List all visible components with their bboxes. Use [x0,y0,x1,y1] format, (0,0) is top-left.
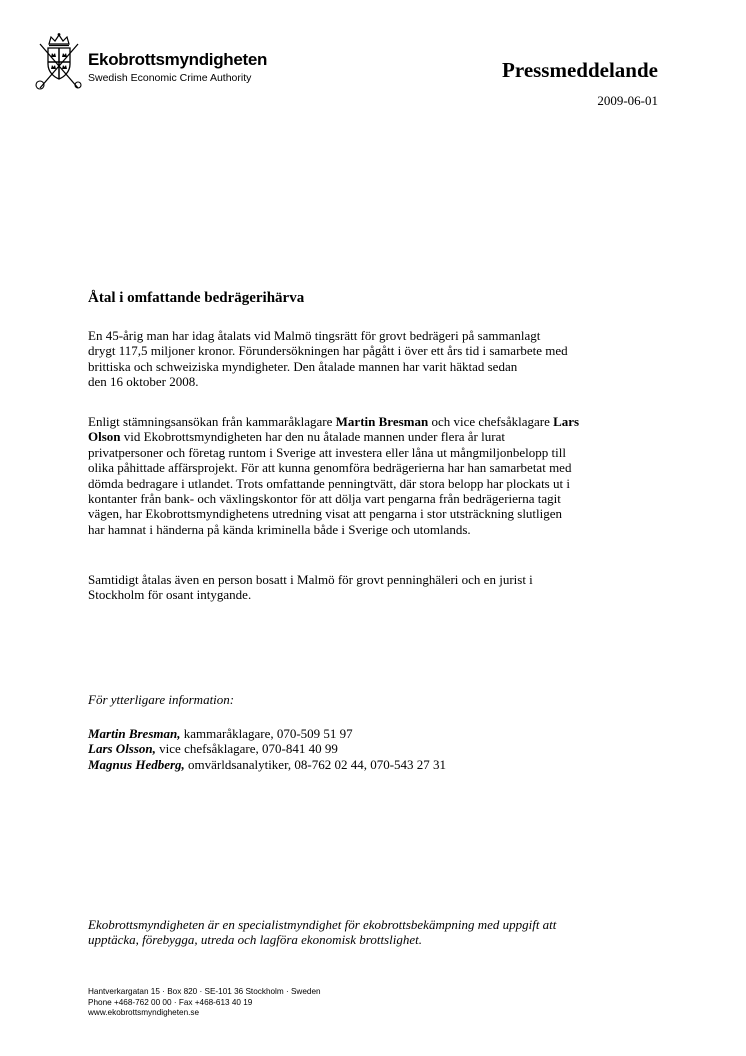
contact-item [88,757,660,772]
contact-item [88,741,660,756]
paragraph-3 [88,572,660,603]
about-line: Ekobrottsmyndigheten är en specialistmyndighet för ekobrottsbekämpning med uppgift att [88,917,557,932]
contact-name: Lars Olsson, [88,741,156,757]
footer-website: www.ekobrottsmyndigheten.se [88,1008,200,1017]
contact-details: vice chefsåklagare, 070-841 40 99 [155,741,338,757]
paragraph-line: den 16 oktober 2008. [88,374,199,390]
paragraph-2 [88,414,660,537]
contact-item [88,726,660,741]
text: och vice chefsåklagare [428,414,554,429]
paragraph-1 [88,328,660,390]
text: Enligt stämningsansökan från kammaråklagare [88,414,336,429]
footer-address: Hantverkargatan 15 · Box 820 · SE-101 36 Stockholm · Sweden [88,987,321,996]
org-name: Ekobrottsmyndigheten [88,50,268,69]
contact-details: kammaråklagare, 070-509 51 97 [180,726,353,741]
paragraph-line [88,414,660,429]
about-line: upptäcka, förebygga, utreda och lagföra ekonomisk brottslighet. [88,932,422,948]
paragraph-line: En 45-årig man har idag åtalats vid Malmö tingsrätt för grovt bedrägeri på sammanlagt [88,328,541,343]
paragraph-line: Stockholm för osant intygande. [88,587,252,603]
paragraph-line: Samtidigt åtalas även en person bosatt i Malmö för grovt penninghäleri och en jurist i [88,572,533,587]
org-subtitle: Swedish Economic Crime Authority [88,72,252,84]
contact-details: omvärldsanalytiker, 08-762 02 44, 070-543 27 31 [184,756,447,772]
paragraph-line: drygt 117,5 miljoner kronor. Förundersökningen har pågått i över ett års tid i samarbete med [88,343,568,359]
footer-phone: Phone +468-762 00 00 · Fax +468-613 40 19 [88,997,253,1007]
about-organization [88,917,660,948]
paragraph-line [88,429,660,444]
contacts-heading: För ytterligare information: [88,692,235,707]
paragraph-line: kontanter från bank- och växlingskontor för att dölja vart pengarna från bedrägerierna tagit [88,491,561,507]
paragraph-line: olika påhittade affärsprojekt. För att kunna genomföra bedrägerierna har han samarbetat med [88,460,572,476]
org-logo [34,32,274,92]
prosecutor-name: Martin Bresman [335,414,429,429]
press-release-title: Åtal i omfattande bedrägerihärva [88,290,305,306]
document-type: Pressmeddelande [502,58,658,82]
paragraph-line: privatpersoner och företag runtom i Sverige att investera eller låna ut mångmiljonbelopp till [88,444,566,460]
paragraph-line: brittiska och schweiziska myndigheter. Den åtalade mannen har varit häktad sedan [88,358,518,374]
paragraph-line: dömda bedragare i utlandet. Trots omfattande penningtvätt, där stora belopp har plockats ut i [88,475,570,491]
chief-prosecutor-first-name: Lars [553,414,580,429]
swedish-coat-of-arms-icon [34,32,84,92]
document-date: 2009-06-01 [597,93,658,108]
chief-prosecutor-last-name: Olson [88,429,121,445]
contacts-list [88,726,660,772]
contact-name: Magnus Hedberg, [88,756,185,772]
paragraph-line: vägen, har Ekobrottsmyndighetens utredning visat att pengarna i stor utsträckning slutligen [88,506,563,522]
contact-name: Martin Bresman, [88,726,181,741]
footer [88,987,321,1019]
text: vid Ekobrottsmyndigheten har den nu åtalade mannen under flera år lurat [120,429,505,445]
paragraph-line: har hamnat i händerna på kända kriminella både i Sverige och utomlands. [88,521,471,537]
